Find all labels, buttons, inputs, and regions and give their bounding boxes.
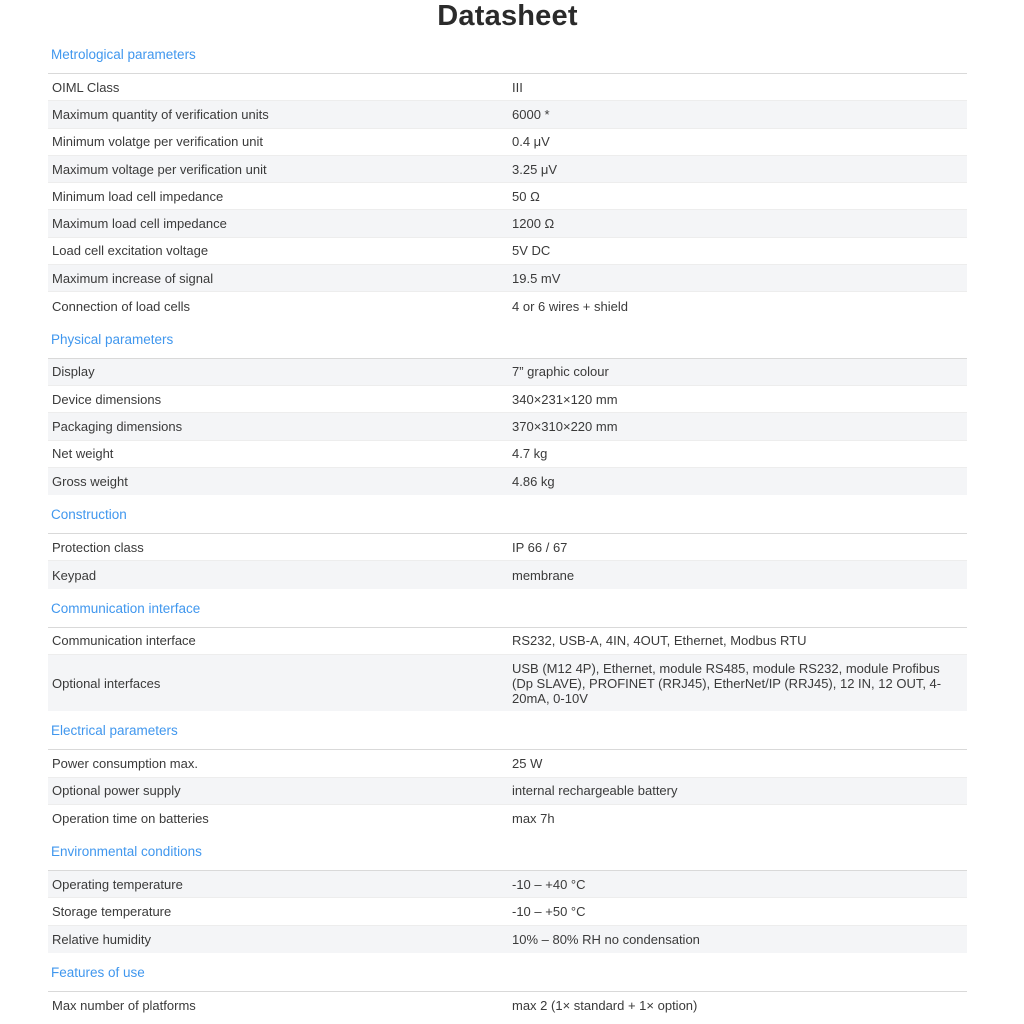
param-label: Optional interfaces	[52, 675, 161, 691]
param-value: 1200 Ω	[512, 216, 555, 232]
param-label: Device dimensions	[52, 391, 162, 407]
table-row	[48, 992, 967, 1019]
param-value: 0.4 μV	[512, 134, 550, 150]
section-heading: Electrical parameters	[51, 723, 178, 739]
section-heading: Physical parameters	[51, 331, 174, 347]
table-row	[48, 265, 967, 292]
section-heading: Construction	[51, 507, 127, 523]
section-heading: Metrological parameters	[51, 47, 196, 62]
param-label: Minimum load cell impedance	[52, 188, 224, 204]
param-value: internal rechargeable battery	[512, 783, 678, 799]
param-value: 4.86 kg	[512, 474, 555, 489]
table-row	[48, 655, 967, 711]
table-row	[48, 413, 967, 440]
param-value: 6000 *	[512, 106, 550, 122]
param-label: Load cell excitation voltage	[52, 243, 209, 259]
param-value: IP 66 / 67	[512, 539, 568, 555]
table-row	[48, 926, 967, 953]
table-row	[48, 129, 967, 156]
param-label: Display	[52, 364, 95, 380]
param-value: 3.25 μV	[512, 161, 558, 177]
param-label: Operating temperature	[52, 876, 183, 892]
table-row	[48, 898, 967, 925]
param-section	[48, 723, 967, 832]
param-label: Maximum quantity of verification units	[52, 106, 269, 122]
table-row	[48, 468, 967, 495]
param-label: Maximum load cell impedance	[52, 216, 227, 232]
param-label: Connection of load cells	[52, 298, 191, 314]
param-label: OIML Class	[52, 79, 120, 95]
param-value: RS232, USB-A, 4IN, 4OUT, Ethernet, Modbus RTU	[512, 633, 807, 649]
table-row	[48, 386, 967, 413]
param-label: Max number of platforms	[52, 998, 196, 1014]
section-table	[48, 627, 967, 711]
param-label: Optional power supply	[52, 783, 181, 799]
param-value: max 2 (1× standard + 1× option)	[512, 998, 698, 1014]
param-section	[48, 507, 967, 589]
table-row	[48, 156, 967, 183]
table-row	[48, 778, 967, 805]
param-section	[48, 965, 967, 1019]
param-value: -10 – +50 °C	[512, 904, 586, 920]
param-value: membrane	[512, 567, 575, 583]
param-label: Gross weight	[52, 474, 128, 489]
param-label: Minimum volatge per verification unit	[52, 134, 263, 150]
param-value: 50 Ω	[512, 188, 540, 204]
param-value: 5V DC	[512, 243, 551, 259]
table-row	[48, 441, 967, 468]
table-row	[48, 534, 967, 561]
table-row	[48, 628, 967, 655]
param-label: Packaging dimensions	[52, 418, 183, 434]
table-row	[48, 292, 967, 319]
section-table	[48, 533, 967, 589]
param-value: 340×231×120 mm	[512, 391, 618, 407]
table-row	[48, 359, 967, 386]
param-section	[48, 332, 967, 495]
param-value: 4 or 6 wires + shield	[512, 298, 628, 314]
param-label: Keypad	[52, 567, 97, 583]
param-value: 25 W	[512, 755, 543, 771]
param-label: Operation time on batteries	[52, 810, 209, 826]
section-heading: Communication interface	[51, 600, 201, 616]
table-row	[48, 561, 967, 588]
param-section	[48, 601, 967, 711]
param-label: Power consumption max.	[52, 755, 198, 771]
table-row	[48, 183, 967, 210]
param-label: Relative humidity	[52, 931, 151, 947]
table-row	[48, 871, 967, 898]
param-label: Protection class	[52, 539, 144, 555]
param-label: Maximum increase of signal	[52, 270, 214, 286]
param-value: III	[512, 79, 523, 95]
param-label: Net weight	[52, 446, 114, 462]
param-value: 7” graphic colour	[512, 364, 609, 380]
table-row	[48, 210, 967, 237]
param-value: max 7h	[512, 810, 555, 826]
table-row	[48, 238, 967, 265]
page-title: Datasheet	[437, 0, 578, 32]
section-table	[48, 991, 967, 1019]
table-row	[48, 101, 967, 128]
param-value: -10 – +40 °C	[512, 876, 586, 892]
param-value: 4.7 kg	[512, 446, 548, 462]
param-section	[48, 844, 967, 953]
section-table	[48, 73, 967, 320]
table-row	[48, 74, 967, 101]
content-container	[0, 1, 1024, 1019]
table-row	[48, 750, 967, 777]
section-table	[48, 358, 967, 495]
param-section	[48, 47, 967, 320]
section-table	[48, 749, 967, 832]
param-value: 10% – 80% RH no condensation	[512, 931, 700, 947]
param-label: Communication interface	[52, 633, 196, 649]
param-value: 19.5 mV	[512, 270, 561, 286]
param-label: Maximum voltage per verification unit	[52, 161, 267, 177]
sections-container	[48, 47, 967, 1019]
param-value: USB (M12 4P), Ethernet, module RS485, module RS232, module Profibus (Dp SLAVE), PROFINET (RRJ45), EtherNet/IP (RRJ45), 12 IN, 12 OUT, 4-20mA, 0-10V	[512, 660, 942, 706]
section-heading: Features of use	[51, 965, 145, 981]
section-heading: Environmental conditions	[51, 844, 202, 860]
param-value: 370×310×220 mm	[512, 418, 618, 434]
datasheet-page	[0, 1, 1024, 1024]
param-label: Storage temperature	[52, 904, 172, 920]
table-row	[48, 805, 967, 832]
section-table	[48, 870, 967, 953]
